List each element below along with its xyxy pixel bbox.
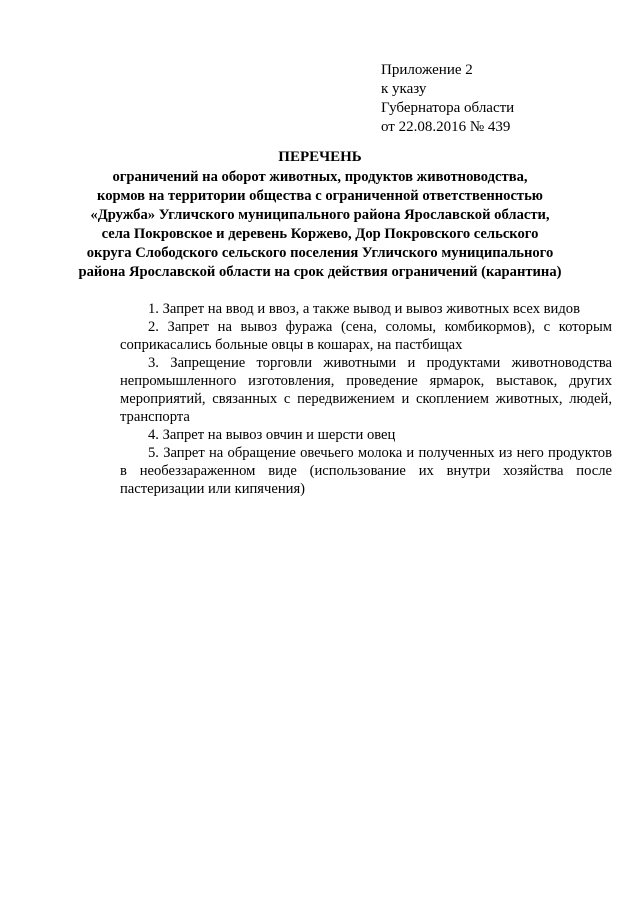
list-item: 1. Запрет на ввод и ввоз, а также вывод и вывоз животных всех видов [148,301,580,317]
document-subtitle [60,168,580,282]
restrictions-list [120,300,612,498]
list-item: 2. Запрет на вывоз фуража (сена, соломы, комбикормов), с которым соприкасались больные овцы в кошарах, на пастбищах [120,319,612,353]
appendix-line-1: Приложение 2 [381,62,473,78]
subtitle-line-3: «Дружба» Угличского муниципального района Ярославской области, [90,207,550,223]
appendix-header [381,61,514,137]
appendix-line-2: к указу [381,81,427,97]
subtitle-line-1: ограничений на оборот животных, продуктов животноводства, [112,169,528,185]
document-title: ПЕРЕЧЕНЬ [278,149,362,165]
appendix-line-4: от 22.08.2016 № 439 [381,119,511,135]
appendix-line-3: Губернатора области [381,100,515,116]
list-item: 5. Запрет на обращение овечьего молока и полученных из него продуктов в необеззараженном виде (использование их внутри хозяйства после пастеризации или кипячения) [120,445,612,497]
subtitle-line-5: округа Слободского сельского поселения Угличского муниципального [86,245,554,261]
subtitle-line-2: кормов на территории общества с ограниченной ответственностью [97,188,543,204]
subtitle-line-6: района Ярославской области на срок действия ограничений (карантина) [78,264,562,280]
list-item: 3. Запрещение торговли животными и продуктами животноводства непромышленного изготовления, проведение ярмарок, выставок, других мероприятий, связанных с передвижением и скоплением животных, людей, транспорта [120,355,612,425]
list-item: 4. Запрет на вывоз овчин и шерсти овец [148,427,396,443]
subtitle-line-4: села Покровское и деревень Коржево, Дор Покровского сельского [101,226,539,242]
